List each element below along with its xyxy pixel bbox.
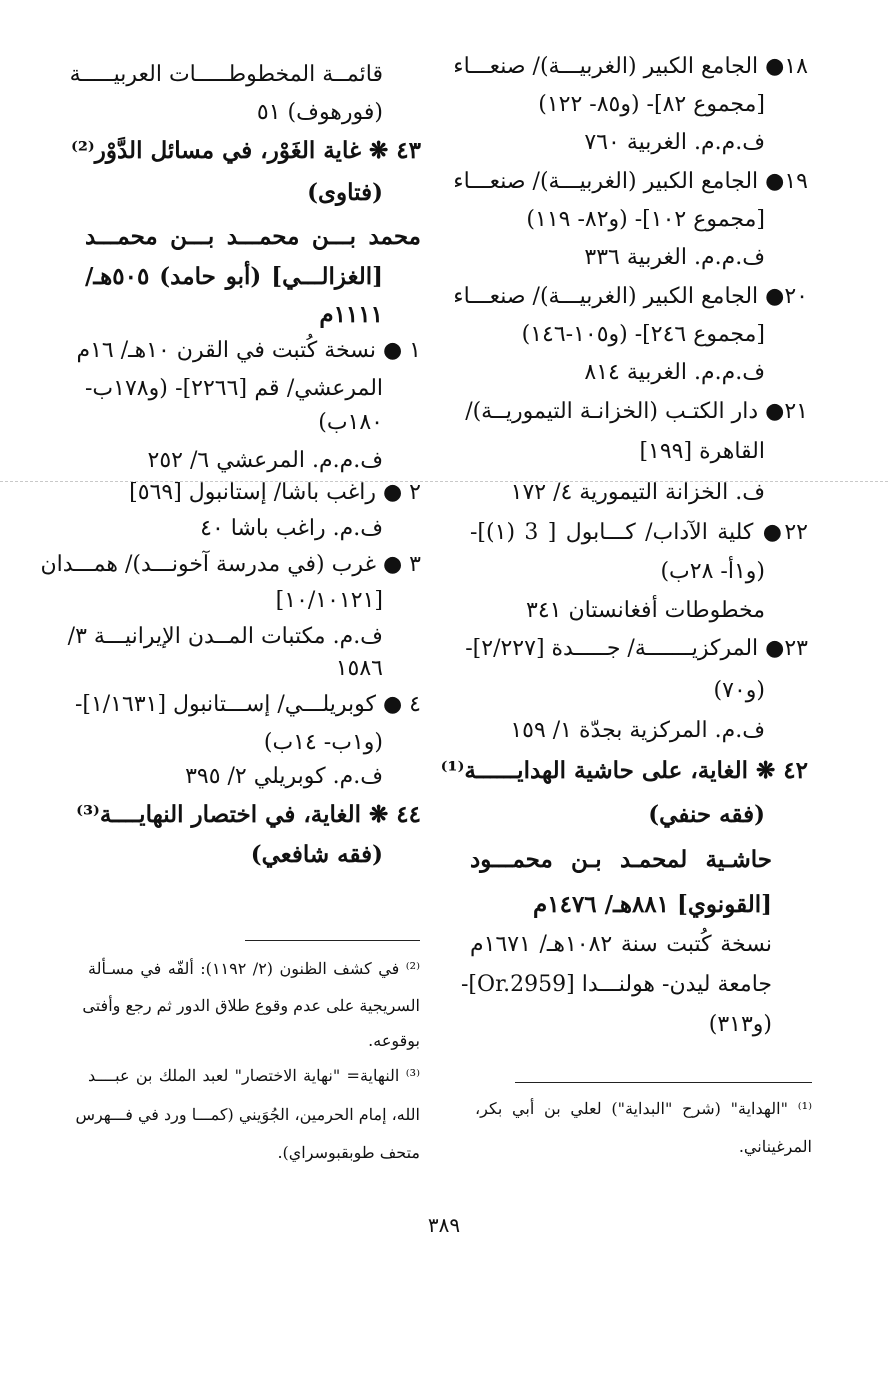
entry-20-line3: ف.م.م. الغربية ٨١٤ <box>584 360 765 385</box>
entry-23-line3: ف.م. المركزية بجدّة ١/ ١٥٩ <box>510 718 765 743</box>
heading-43-subject: (فتاوى) <box>307 179 383 206</box>
entry-18-line2: [مجموع ٨٢]- (و٨٥- ١٢٢) <box>538 92 765 117</box>
entry-23-line1: ٢٣● المركزيـــــــة/ جـــــدة [٢/٢٢٧]- <box>465 636 808 661</box>
copy-3-line3: ف.م. مكتبات المــدن الإيرانيـــة ٣/ <box>67 624 383 649</box>
entry-18-line3: ف.م.م. الغربية ٧٦٠ <box>584 130 765 155</box>
entry-21-line3: ف. الخزانة التيمورية ٤/ ١٧٢ <box>510 480 765 505</box>
footnote-rule-right <box>515 1082 812 1083</box>
author-43-line1: محمد بـــن محمـــد بـــن محمـــد <box>85 223 421 250</box>
entry-22-line1: ٢٢● كلية الآداب/ كـــابول [ 3 (١)]- <box>470 520 808 545</box>
copy-1-line4: ف.م.م. المرعشي ٦/ ٢٥٢ <box>147 448 383 473</box>
continued-line2: (فورهوف) ٥١ <box>256 100 383 125</box>
continued-line1: قائمــة المخطوطـــــات العربيـــــة <box>69 62 383 87</box>
entry-21-line2: القاهرة [١٩٩] <box>639 439 765 464</box>
copy-2-line1: ٢ ● راغب باشا/ إستانبول [٥٦٩] <box>129 480 421 505</box>
author-43-line2: [الغزالـــي] (أبو حامد) ٥٠٥هـ/ <box>85 263 383 290</box>
author-42-line2: [القونوي] ٨٨١هـ/ ١٤٧٦م <box>533 891 772 918</box>
copy-42-line3: (و٣١٣) <box>708 1012 772 1037</box>
heading-44: ٤٤ ❋ الغاية، في اختصار النهايــــة⁽³⁾ <box>76 801 421 828</box>
entry-22-line3: مخطوطات أفغانستان ٣٤١ <box>526 598 765 623</box>
footnote-1-line1: ⁽¹⁾ "الهداية" (شرح "البداية") لعلي بن أبي بكر، <box>475 1099 812 1118</box>
heading-43: ٤٣ ❋ غاية الغَوْر، في مسائل الدَّوْر⁽²⁾ <box>70 137 421 164</box>
entry-18-line1: ١٨● الجامع الكبير (الغربيـــة)/ صنعـــاء <box>453 54 808 79</box>
copy-1-line1: ١ ● نسخة كُتبت في القرن ١٠هـ/ ١٦م <box>76 338 421 363</box>
copy-42-line1: نسخة كُتبت سنة ١٠٨٢هـ/ ١٦٧١م <box>470 932 772 957</box>
footnote-3-line2: الله، إمام الحرمين، الجُوَيني (كمـــا ورد في فـــهرس <box>75 1105 420 1124</box>
footnote-2-line1: ⁽²⁾ في كشف الظنون (٢/ ١١٩٢): ألفّه في مسـألة <box>88 959 420 978</box>
heading-42-subject: (فقه حنفي) <box>648 801 765 828</box>
footnote-2-line3: بوقوعه. <box>368 1031 420 1050</box>
footnote-1-line2: المرغيناني. <box>738 1137 812 1156</box>
entry-21-line1: ٢١● دار الكتـب (الخزانـة التيموريــة)/ <box>465 399 808 424</box>
author-43-line3: ١١١١م <box>319 301 383 328</box>
footnote-2-line2: السريجية على عدم وقوع طلاق الدور ثم رجع وأفتى <box>82 996 420 1015</box>
copy-3-line1: ٣ ● غرب (في مدرسة آخونـــد)/ همـــدان <box>40 552 421 577</box>
author-42-line1: حاشـية لمحمـد بـن محمـــود <box>470 846 772 873</box>
copy-1-line3: ١٨٠ب) <box>318 410 383 435</box>
copy-4-line2: (و١ب- ١٤ب) <box>263 730 383 755</box>
entry-19-line2: [مجموع ١٠٢]- (و٨٢- ١١٩) <box>526 207 765 232</box>
entry-20-line2: [مجموع ٢٤٦]- (و١٠٥-١٤٦) <box>521 322 765 347</box>
entry-19-line1: ١٩● الجامع الكبير (الغربيـــة)/ صنعـــاء <box>453 169 808 194</box>
page-number: ٣٨٩ <box>427 1213 461 1237</box>
copy-3-line2: [١٠/١٠١٢١] <box>275 588 383 613</box>
footnote-rule-left <box>245 940 420 941</box>
copy-3-line4: ١٥٨٦ <box>335 656 383 681</box>
copy-4-line3: ف.م. كوبريلي ٢/ ٣٩٥ <box>185 764 383 789</box>
footnote-3-line1: ⁽³⁾ النهاية= "نهاية الاختصار" لعبد الملك بن عبــــد <box>88 1066 420 1085</box>
footnote-3-line3: متحف طوبقبوسراي). <box>277 1143 420 1162</box>
heading-44-subject: (فقه شافعي) <box>250 841 383 868</box>
entry-20-line1: ٢٠● الجامع الكبير (الغربيـــة)/ صنعـــاء <box>453 284 808 309</box>
copy-4-line1: ٤ ● كوبريلـــي/ إســـتانبول [١/١٦٣١]- <box>74 692 421 717</box>
entry-19-line3: ف.م.م. الغربية ٣٣٦ <box>584 245 765 270</box>
entry-23-line2: (و٧٠) <box>713 678 765 703</box>
copy-42-line2: جامعة ليدن- هولنـــدا [Or.2959]- <box>461 972 772 997</box>
copy-2-line2: ف.م. راغب باشا ٤٠ <box>200 516 383 541</box>
copy-1-line2: المرعشي/ قم [٢٢٦٦]- (و١٧٨ب- <box>85 376 384 401</box>
heading-42: ٤٢ ❋ الغاية، على حاشية الهدايــــــة⁽¹⁾ <box>440 757 808 784</box>
entry-22-line2: (و١أ- ٢٨ب) <box>660 559 765 584</box>
